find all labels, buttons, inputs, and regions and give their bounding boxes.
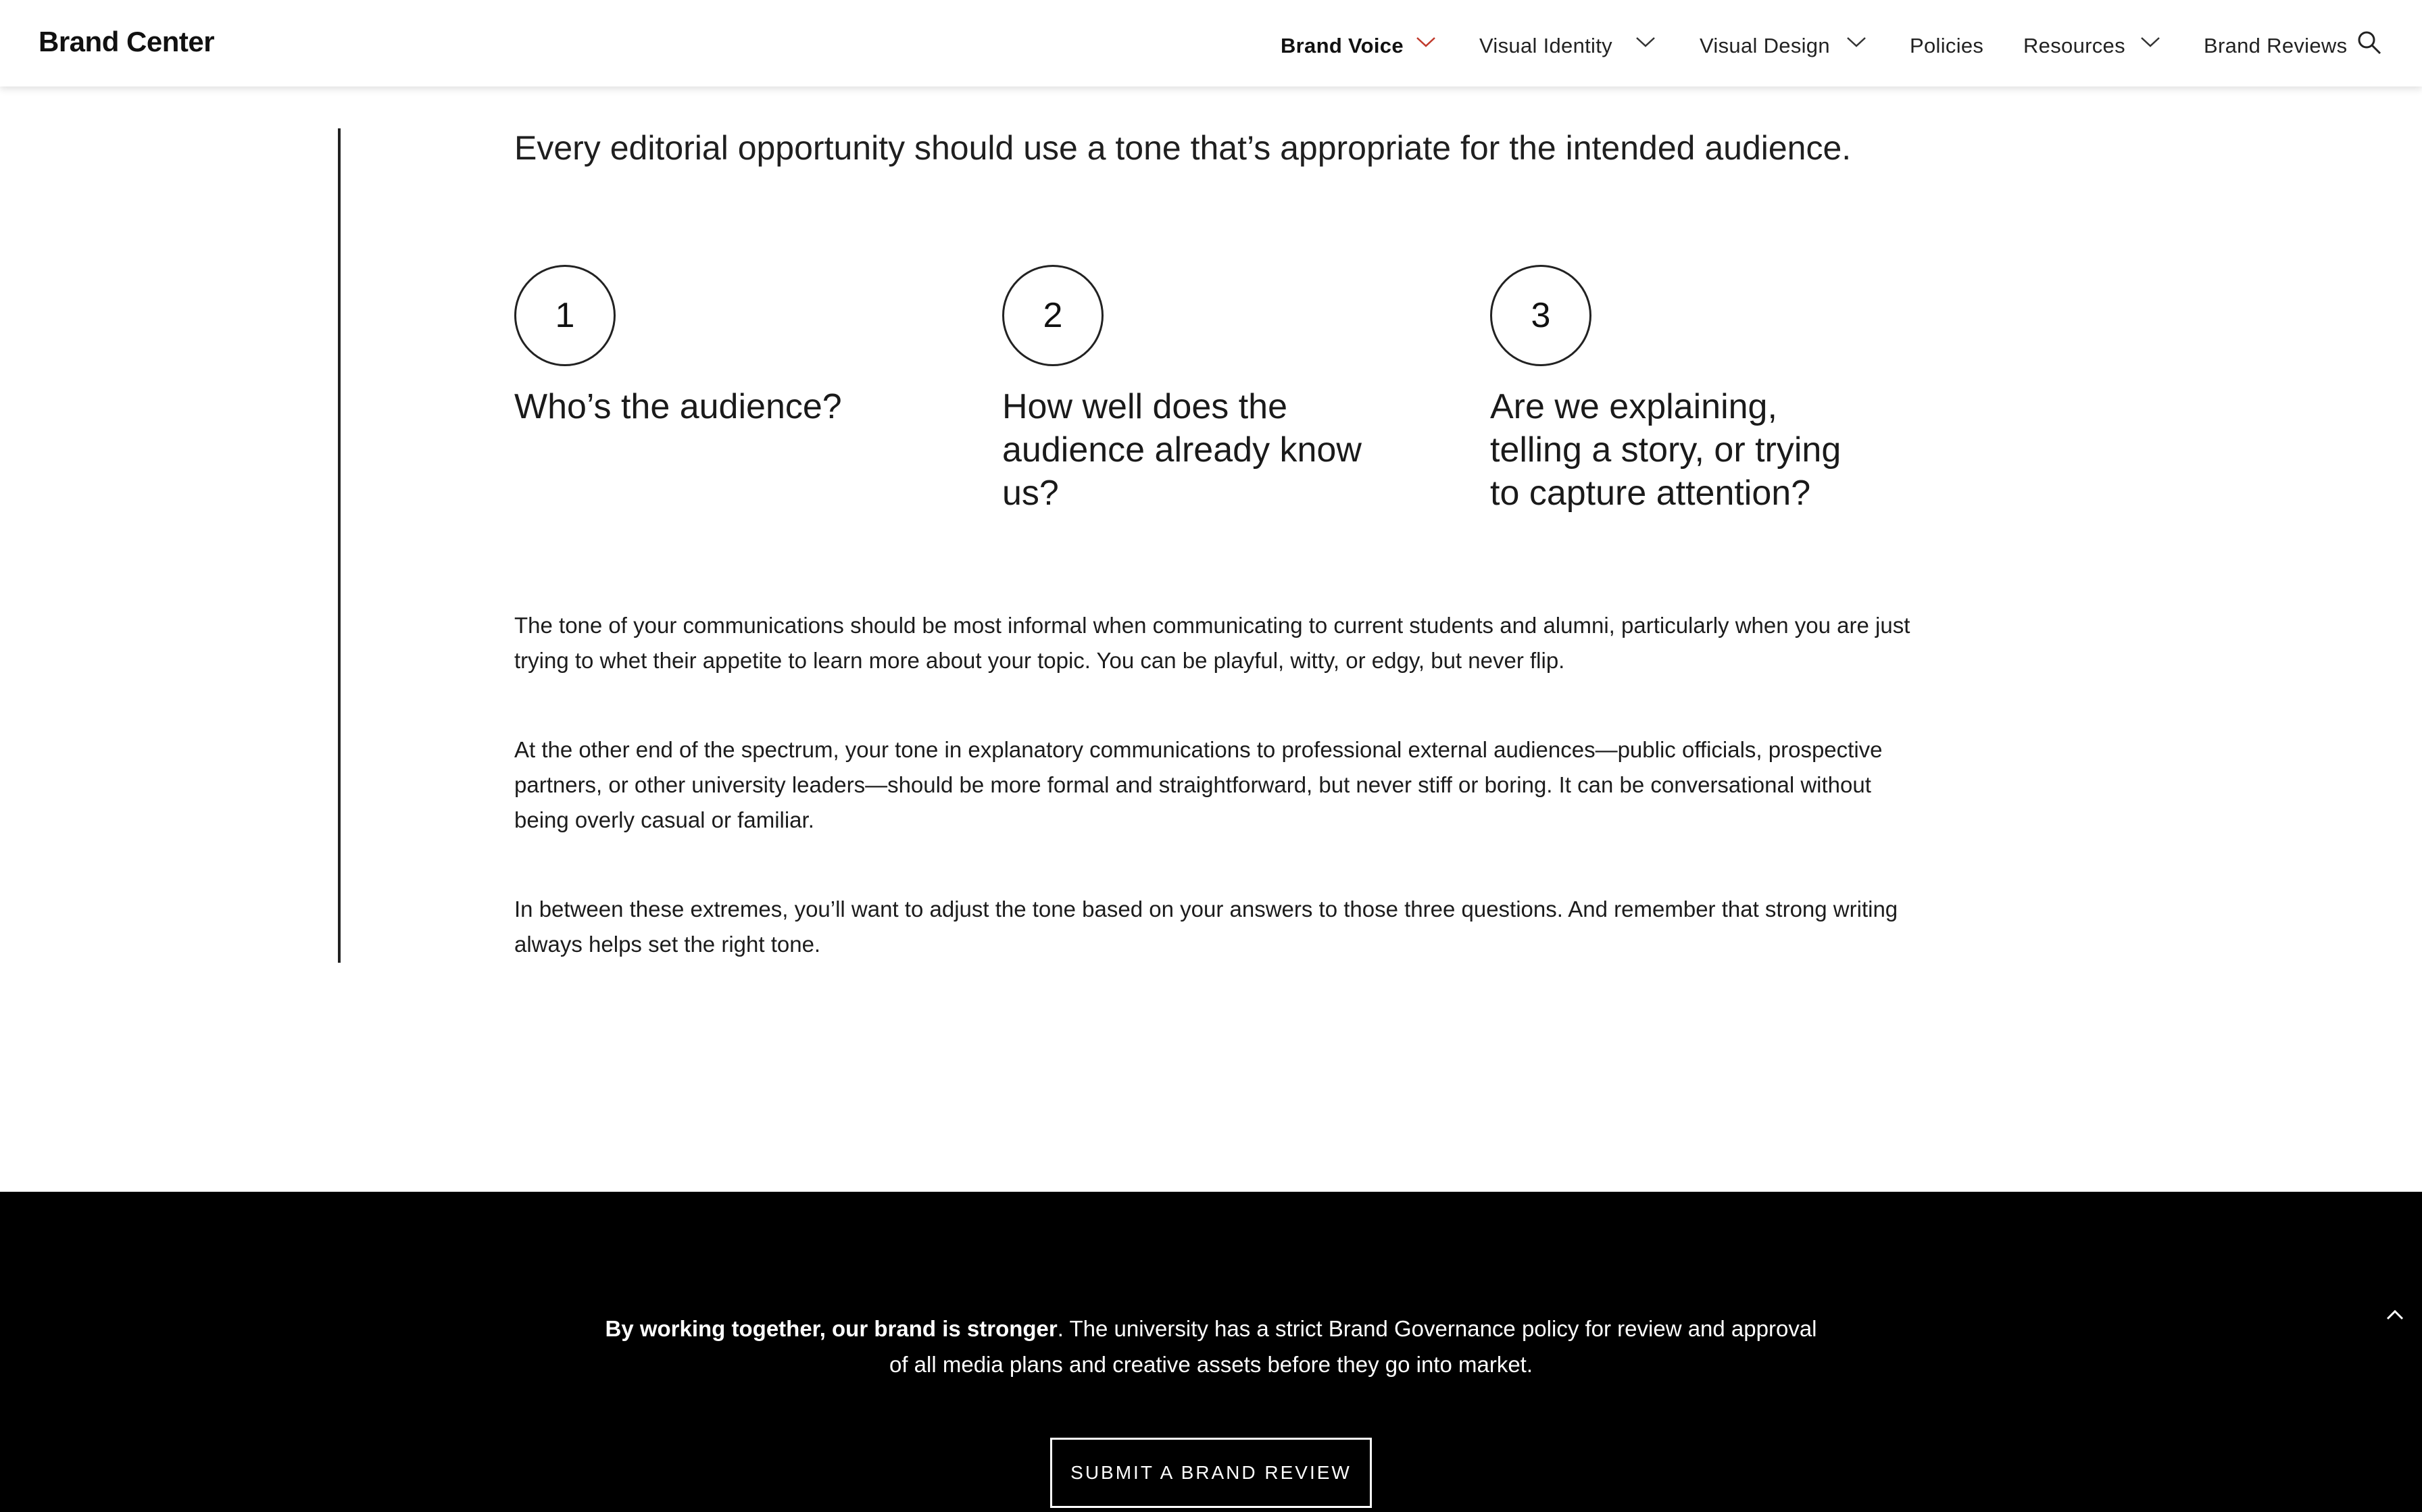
chevron-down-icon[interactable]: [2140, 35, 2161, 49]
brand-logo[interactable]: Brand Center: [39, 26, 215, 57]
nav-visual-design[interactable]: Visual Design: [1700, 34, 1830, 57]
chevron-down-icon[interactable]: [1846, 35, 1867, 49]
chevron-down-icon[interactable]: [1415, 35, 1437, 49]
step-question: Are we explaining, telling a story, or trying to capture attention?: [1490, 387, 1842, 513]
nav-resources[interactable]: Resources: [2023, 34, 2125, 57]
nav-brand-voice[interactable]: Brand Voice: [1281, 34, 1404, 57]
nav-visual-identity[interactable]: Visual Identity: [1479, 34, 1612, 57]
submit-brand-review-button[interactable]: SUBMIT A BRAND REVIEW: [1050, 1438, 1372, 1508]
step-question: Who’s the audience?: [514, 387, 842, 426]
chevron-up-icon[interactable]: [2384, 1308, 2406, 1321]
chevron-down-icon[interactable]: [1635, 35, 1656, 49]
step-number: 3: [1490, 265, 1591, 366]
site-header: [0, 0, 2422, 86]
body-paragraph: In between these extremes, you’ll want to adjust the tone based on your answers to those three questions. And remember that strong writing always helps set the right tone.: [514, 897, 1898, 957]
footer-message-rest: . The university has a strict Brand Governance policy for review and approval of all media plans and creative assets before they go into market.: [889, 1316, 1817, 1377]
body-paragraph: At the other end of the spectrum, your tone in explanatory communications to professional external audiences—public officials, prospective partners, or other university leaders—should be more formal and straightforward, but never stiff or boring. It can be conversational without being overly casual or familiar.: [514, 737, 1883, 832]
search-icon[interactable]: [2356, 30, 2382, 55]
main-nav: [0, 0, 2422, 86]
body-paragraph: The tone of your communications should be most informal when communicating to current students and alumni, particularly when you are just trying to whet their appetite to learn more about your topic. You can be playful, witty, or edgy, but never flip.: [514, 613, 1910, 673]
footer-message: [595, 1311, 1827, 1382]
intro-heading: Every editorial opportunity should use a tone that’s appropriate for the intended audience.: [514, 129, 1852, 167]
footer-message-bold: By working together, our brand is stronger: [605, 1316, 1058, 1341]
step-question: How well does the audience already know us?: [1002, 387, 1362, 513]
step-number: 2: [1002, 265, 1104, 366]
nav-brand-reviews[interactable]: Brand Reviews: [2204, 34, 2348, 57]
content-divider: [338, 128, 341, 963]
nav-policies[interactable]: Policies: [1910, 34, 1984, 57]
step-number: 1: [514, 265, 616, 366]
